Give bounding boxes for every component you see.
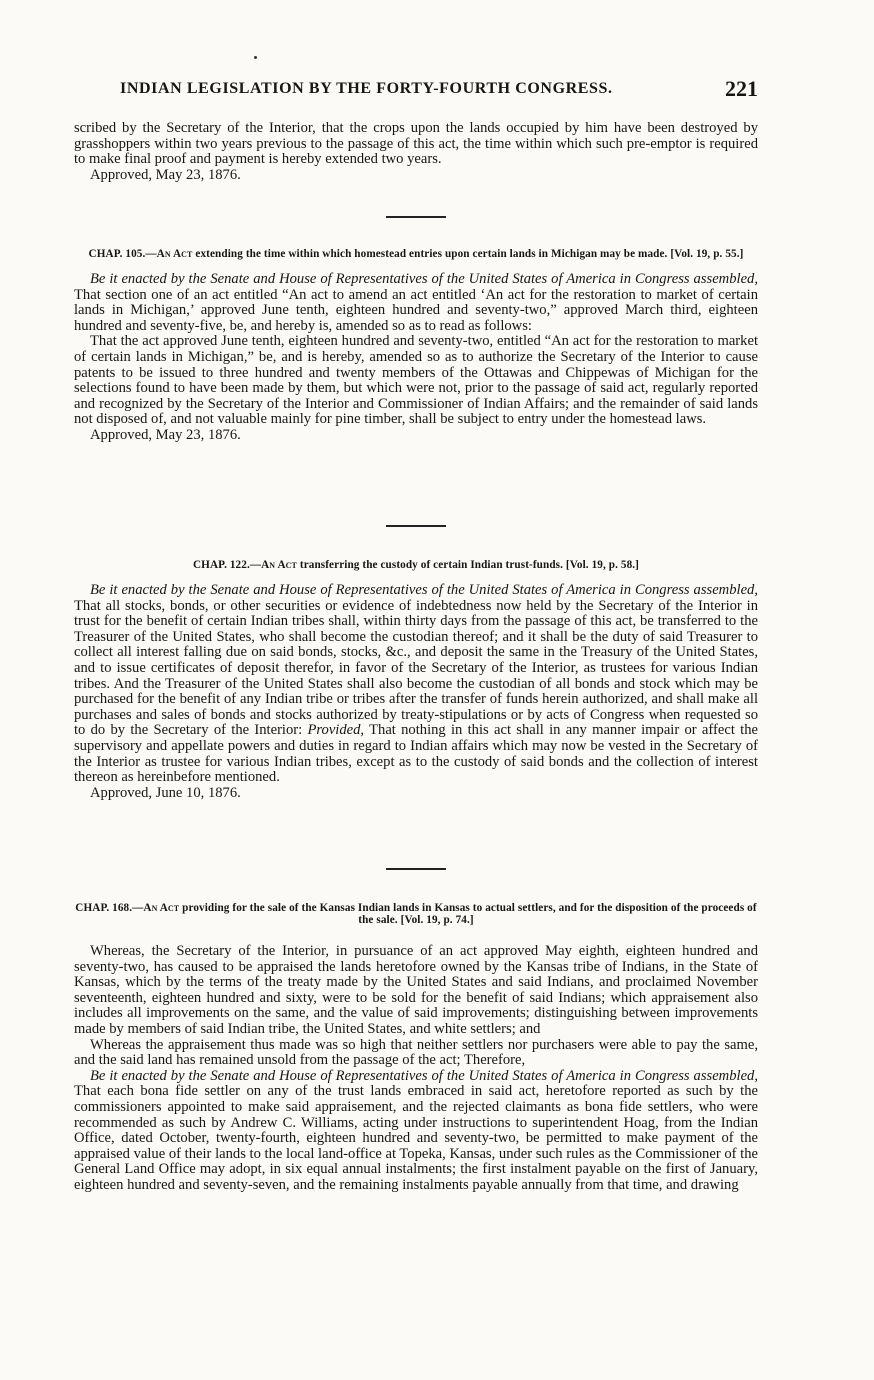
enacting-paragraph (74, 1069, 758, 1194)
enacting-paragraph (74, 583, 758, 786)
chapter-heading (74, 559, 758, 571)
chapter-number: CHAP. 122. (193, 559, 250, 571)
chapter-title: transferring the custody of certain Indian trust-funds. (299, 559, 563, 571)
enacting-clause: Be it enacted by the Senate and House of Representatives of the United States of America in Congress assembled, (90, 582, 758, 598)
approved-line: Approved, June 10, 1876. (90, 784, 241, 801)
enacting-text: That each bona fide settler on any of the trust lands embraced in said act, heretofore reported as such by the commissioners appointed to make said appraisement, and the rejected claimants as bona fide settlers, who were recommended as such by Andrew C. Williams, acting under instructions to superintendent Hoag, from the Indian Office, dated October, twenty-fourth, eighteen hundred and seventy-two, be permitted to make payment of the appraised value of their lands to the local land-office at Topeka, Kansas, under such rules as the Commissioner of the General Land Office may adopt, in six equal annual instalments; the first instalment payable on the first of January, eighteen hundred and seventy-seven, and the remaining instalments payable annually from that time, and drawing (74, 1083, 758, 1193)
chapter-citation: [Vol. 19, p. 55.] (670, 248, 744, 260)
section-divider (386, 868, 446, 870)
act-lead: —An Act (145, 248, 193, 260)
chapter-citation: [Vol. 19, p. 74.] (400, 914, 474, 926)
whereas-paragraph: Whereas the appraisement thus made was so high that neither settlers nor purchasers were able to pay the same, and the said land has remained unsold from the passage of the act; Therefore, (74, 1036, 758, 1069)
chapter-title: extending the time within which homestead entries upon certain lands in Michigan may be made. (195, 248, 668, 260)
section-divider (386, 525, 446, 527)
continuation-block (74, 121, 758, 183)
section-divider (386, 216, 446, 218)
chapter-number: CHAP. 105. (88, 248, 146, 260)
enacting-clause: Be it enacted by the Senate and House of Representatives of the United States of America in Congress assembled, (90, 271, 758, 287)
enacting-text: That all stocks, bonds, or other securities or evidence of indebtedness now held by the Secretary of the Interior in trust for the benefit of certain Indian tribes shall, within thirty days from the passage of this act, be transferred to the Treasurer of the United States, who shall become the custodian thereof; and it shall be the duty of said Treasurer to collect all interest falling due on said bonds, stocks, &c., and deposit the same in the Treasury of the United States, and to issue certificates of deposit therefor, in favor of the Secretary of the Interior, as trustees for various Indian tribes. And the Treasurer of the United States shall also become the custodian of all bonds and stock which may be purchased for the benefit of any Indian tribe or tribes after the transfer of funds herein authorized, and shall make all purchases and sales of bonds and stocks authorized by treaty-stipulations or by acts of Congress when requested so to do by the Secretary of the Interior: (74, 597, 758, 739)
page-number: 221 (725, 76, 758, 101)
proviso-lead: Provided, (307, 722, 365, 739)
enacting-paragraph (74, 272, 758, 334)
chapter-title: providing for the sale of the Kansas Indian lands in Kansas to actual settlers, and for the disposition of the proceeds of the sale. (182, 902, 757, 926)
running-title: INDIAN LEGISLATION BY THE FORTY-FOURTH CONGRESS. (120, 80, 613, 97)
page-header (120, 76, 760, 104)
continuation-paragraph: scribed by the Secretary of the Interior, that the crops upon the lands occupied by him have been destroyed by grasshoppers within two years previous to the passage of this act, the time within which such pre-emptor is required to make final proof and payment is hereby extended two years. (74, 120, 758, 168)
enacting-text: That section one of an act entitled “An act to amend an act entitled ‘An act for the restoration to market of certain lands in Michigan,’ approved June tenth, eighteen hundred and seventy-two,” approved March third, eighteen hundred and seventy-five, be, and hereby is, amended so as to read as follows: (74, 286, 758, 334)
chapter-105 (74, 248, 758, 444)
act-lead: —An Act (132, 902, 180, 914)
body-paragraph: That the act approved June tenth, eighteen hundred and seventy-two, entitled “An act for the restoration to market of certain lands in Michigan,” be, and is hereby, amended so as to authorize the Secretary of the Interior to cause patents to be issued to three hundred and twenty members of the Ottawas and Chippewas of Michigan for the selections found to have been made by them, but which were not, prior to the passage of said act, regularly reported and recognized by the Secretary of the Interior and Commissioner of Indian Affairs; and the remainder of said lands not disposed of, and not valuable mainly for pine timber, shall be subject to entry under the homestead laws. (74, 333, 758, 428)
chapter-heading (74, 902, 758, 926)
chapter-168 (74, 902, 758, 1194)
enacting-clause: Be it enacted by the Senate and House of Representatives of the United States of America in Congress assembled, (90, 1067, 758, 1084)
approved-line: Approved, May 23, 1876. (90, 426, 241, 443)
chapter-heading (74, 248, 758, 260)
act-lead: —An Act (249, 559, 297, 571)
chapter-122 (74, 559, 758, 801)
print-speck (254, 56, 257, 59)
chapter-number: CHAP. 168. (75, 902, 133, 914)
whereas-paragraph: Whereas, the Secretary of the Interior, in pursuance of an act approved May eighth, eighteen hundred and seventy-two, has caused to be appraised the lands heretofore owned by the Kansas tribe of Indians, in the State of Kansas, which by the terms of the treaty made by the United States and said Indians, and proclaimed November seventeenth, eighteen hundred and sixty, were to be sold for the benefit of said Indians; which appraisement also includes all improvements on the same, and the value of said improvements; distinguishing between improvements made by members of said Indian tribe, the United States, and white settlers; and (74, 943, 758, 1037)
approved-line: Approved, May 23, 1876. (90, 166, 241, 183)
proviso-text: That nothing in this act shall in any manner impair or affect the supervisory and appellate powers and duties in regard to Indian affairs which may now be vested in the Secretary of the Interior as trustee for various Indian tribes, except as to the custody of said bonds and the collection of interest thereon as hereinbefore mentioned. (74, 722, 758, 786)
chapter-citation: [Vol. 19, p. 58.] (565, 559, 639, 571)
